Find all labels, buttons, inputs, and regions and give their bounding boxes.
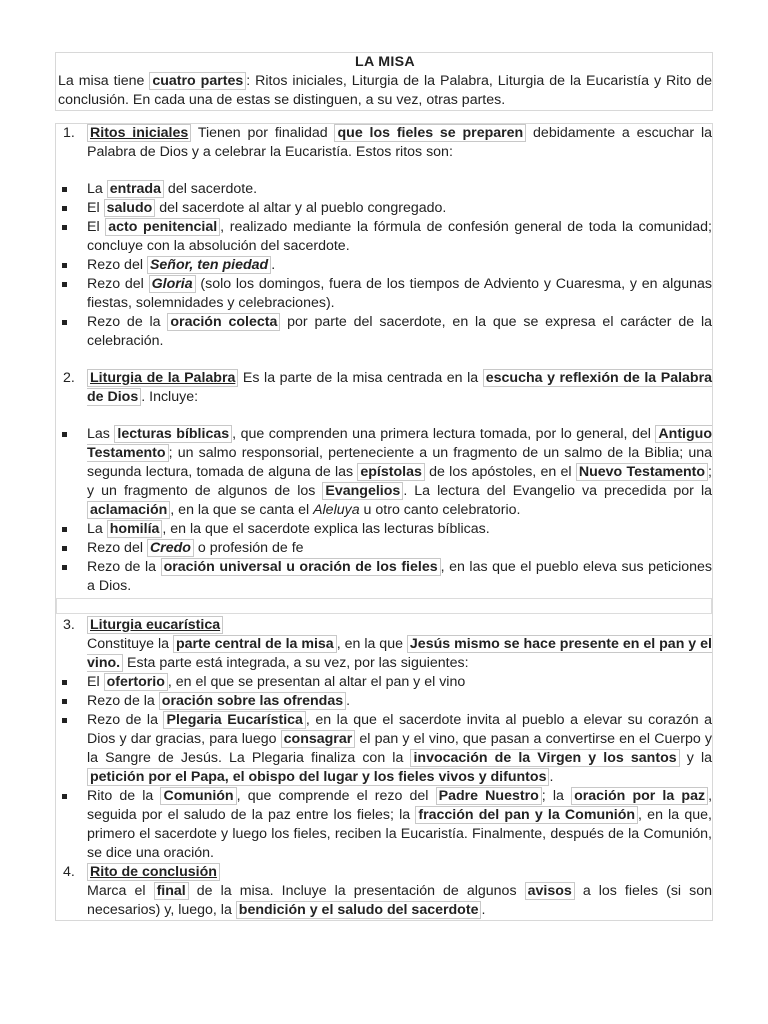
section-heading: [56, 863, 712, 882]
item-keyword: oración colecta: [167, 313, 280, 331]
section-paragraph: [56, 635, 712, 673]
item-keyword: ofertorio: [104, 673, 168, 691]
section-title: Liturgia eucarística: [87, 616, 223, 634]
item-keyword: homilía: [107, 520, 163, 538]
item-text: u otro canto celebratorio.: [359, 502, 521, 518]
item-italic: Aleluya: [313, 502, 360, 518]
item-keyword: Credo: [147, 539, 194, 557]
bullet-icon: [62, 206, 67, 211]
item-text: , en las que el pueblo eleva sus peticiones a Dios.: [87, 559, 712, 594]
item-text: , seguida por el saludo de la paz entre los fieles; la: [87, 788, 713, 823]
item-keyword: Antiguo Testamento: [87, 426, 712, 461]
intro-paragraph: [58, 72, 712, 110]
item-text: ; un salmo responsorial, perteneciente a un fragmento de un salmo de la Biblia; una segunda lectura, tomada de alguna de las: [87, 445, 712, 480]
intro-text: : Ritos iniciales, Liturgia de la Palabra, Liturgia de la Eucaristía y Rito de conclusión. En cada una de estas se distinguen, a su vez, otras partes.: [58, 73, 713, 108]
item-text: Rito de la: [87, 788, 161, 804]
item-text: El: [87, 674, 104, 690]
section-keyword: que los fieles se preparen: [334, 124, 526, 142]
item-keyword: Padre Nuestro: [436, 787, 542, 805]
section-keyword: avisos: [525, 882, 575, 900]
list-item: [56, 199, 712, 218]
section-text: Tienen por finalidad: [191, 125, 335, 141]
section-paragraph: [56, 882, 712, 920]
bullet-icon: [62, 565, 67, 570]
section-number: 1.: [63, 125, 75, 141]
item-text: , en el que se presentan al altar el pan y el vino: [167, 674, 466, 690]
section-heading: [56, 616, 712, 635]
list-item: [56, 520, 712, 539]
page-title: LA MISA: [355, 54, 415, 70]
item-keyword: epístolas: [357, 463, 425, 481]
intro-text: La misa tiene: [58, 73, 150, 89]
item-text: , en la que, primero el sacerdote y luego los fieles, reciben la Eucaristía. Finalmente, después de la Comunión, se dice una oración.: [87, 807, 712, 861]
item-text: , en la que el sacerdote explica las lecturas bíblicas.: [162, 521, 490, 537]
item-text: .: [271, 257, 276, 273]
item-keyword: Señor, ten piedad: [147, 256, 271, 274]
item-text: , que comprenden una primera lectura tomada, por lo general, del: [232, 426, 656, 442]
item-text: por parte del sacerdote, en la que se expresa el carácter de la celebración.: [87, 314, 712, 349]
bullet-icon: [62, 794, 67, 799]
bullet-icon: [62, 432, 67, 437]
section-text: Constituye la: [87, 636, 173, 652]
section-heading: [56, 369, 712, 407]
item-text: ; la: [541, 788, 572, 804]
bullet-icon: [62, 680, 67, 685]
section-keyword: Jesús mismo se hace presente en el pan y el vino.: [87, 636, 712, 671]
section-text: , en la que: [336, 636, 407, 652]
section-text: de la misa. Incluye la presentación de algunos: [188, 883, 525, 899]
item-keyword: petición por el Papa, el obispo del lugar y los fieles vivos y difuntos: [87, 768, 549, 786]
item-text: y la: [679, 750, 712, 766]
section-text: Es la parte de la misa centrada en la: [238, 370, 483, 386]
list-item: [56, 313, 712, 351]
item-text: ; y un fragmento de algunos de los: [87, 464, 712, 499]
section-text: . Incluye:: [141, 389, 199, 405]
item-text: o profesión de fe: [193, 540, 304, 556]
item-text: Rezo del: [87, 257, 147, 273]
bullet-icon: [62, 546, 67, 551]
section-heading: [56, 124, 712, 162]
item-text: , que comprende el rezo del: [236, 788, 436, 804]
item-keyword: Evangelios: [322, 482, 403, 500]
list-item: [56, 256, 712, 275]
item-keyword: acto penitencial: [105, 218, 220, 236]
item-text: de los apóstoles, en el: [424, 464, 576, 480]
item-keyword: entrada: [107, 180, 164, 198]
section-number: 4.: [63, 864, 75, 880]
item-keyword: lecturas bíblicas: [114, 425, 232, 443]
item-keyword: Plegaria Eucarística: [163, 711, 305, 729]
section-keyword: escucha y reflexión de la Palabra de Dios: [87, 370, 713, 405]
section-keyword: bendición y el saludo del sacerdote: [236, 901, 482, 919]
item-text: .: [346, 693, 351, 709]
item-text: Rezo del: [87, 276, 149, 292]
intro-box: [55, 52, 713, 111]
item-text: Rezo de la: [87, 712, 164, 728]
item-text: (solo los domingos, fuera de los tiempos de Adviento y Cuaresma, y en algunas fiestas, solemnidades y celebraciones).: [87, 276, 712, 311]
blank-line: [56, 351, 712, 369]
item-keyword: Nuevo Testamento: [576, 463, 708, 481]
item-text: . La lectura del Evangelio va precedida por la: [403, 483, 712, 499]
item-text: Rezo de la: [87, 559, 161, 575]
item-text: Rezo de la: [87, 693, 159, 709]
item-text: , en la que se canta el: [170, 502, 314, 518]
item-text: Las: [87, 426, 115, 442]
item-text: Rezo del: [87, 540, 147, 556]
list-item: [56, 539, 712, 558]
section-ritos-iniciales: [55, 123, 713, 921]
item-text: El: [87, 219, 106, 235]
section-title: Rito de conclusión: [87, 863, 220, 881]
section-text: debidamente a escuchar la Palabra de Dios y a celebrar la Eucaristía. Estos ritos son:: [87, 125, 713, 160]
section-title: Liturgia de la Palabra: [87, 369, 238, 387]
item-keyword: oración sobre las ofrendas: [159, 692, 346, 710]
item-text: La: [87, 521, 107, 537]
item-keyword: consagrar: [281, 730, 356, 748]
blank-line: [56, 162, 712, 180]
item-text: del sacerdote al altar y al pueblo congregado.: [155, 200, 447, 216]
section-keyword: final: [154, 882, 189, 900]
document: [55, 52, 713, 921]
blank-line: [56, 407, 712, 425]
item-text: el pan y el vino, que pasan a convertirse en el Cuerpo y la Sangre de Jesús. La Plegaria finaliza con la: [87, 731, 712, 766]
list-item: [56, 425, 712, 520]
intro-keyword: cuatro partes: [149, 72, 246, 90]
list-item: [56, 180, 712, 199]
section-number: 3.: [63, 617, 75, 633]
section-text: .: [481, 902, 486, 918]
section-text: Esta parte está integrada, a su vez, por las siguientes:: [123, 655, 469, 671]
item-text: La: [87, 181, 107, 197]
bullet-icon: [62, 320, 67, 325]
item-keyword: invocación de la Virgen y los santos: [410, 749, 679, 767]
item-text: Rezo de la: [87, 314, 168, 330]
item-keyword: Gloria: [149, 275, 196, 293]
section-keyword: parte central de la misa: [173, 635, 337, 653]
empty-row: [56, 598, 712, 614]
list-item: [56, 673, 712, 692]
list-item: [56, 692, 712, 711]
list-item: [56, 218, 712, 256]
bullet-icon: [62, 527, 67, 532]
item-keyword: fracción del pan y la Comunión: [415, 806, 638, 824]
item-text: .: [549, 769, 554, 785]
bullet-icon: [62, 225, 67, 230]
list-item: [56, 558, 712, 596]
bullet-icon: [62, 263, 67, 268]
spacer: [55, 111, 713, 123]
section-number: 2.: [63, 370, 75, 386]
section-text: a los fieles (si son necesarios) y, luego, la: [87, 883, 712, 918]
item-text: del sacerdote.: [163, 181, 258, 197]
item-keyword: aclamación: [87, 501, 170, 519]
item-keyword: oración universal u oración de los fieles: [161, 558, 441, 576]
bullet-icon: [62, 187, 67, 192]
item-keyword: saludo: [104, 199, 156, 217]
list-item: [56, 275, 712, 313]
list-item: [56, 787, 712, 863]
bullet-icon: [62, 699, 67, 704]
bullet-icon: [62, 718, 67, 723]
section-text: Marca el: [87, 883, 154, 899]
item-text: , realizado mediante la fórmula de confesión general de toda la comunidad; concluye con la absolución del sacerdote.: [87, 219, 712, 254]
bullet-icon: [62, 282, 67, 287]
list-item: [56, 711, 712, 787]
item-text: , en la que el sacerdote invita al pueblo a elevar su corazón a Dios y dar gracias, para luego: [87, 712, 712, 747]
item-keyword: Comunión: [160, 787, 236, 805]
item-keyword: oración por la paz: [571, 787, 708, 805]
section-title: Ritos iniciales: [87, 124, 191, 142]
item-text: El: [87, 200, 104, 216]
